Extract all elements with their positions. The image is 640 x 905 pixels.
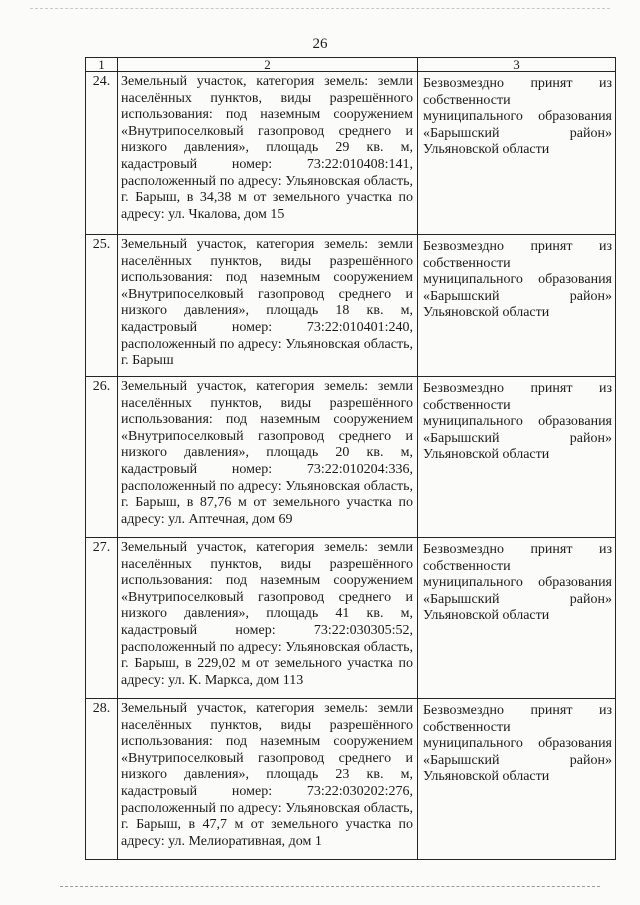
table-row (86, 538, 616, 699)
row-number: 24. (86, 72, 118, 235)
land-plot-description: Земельный участок, категория земель: земли населённых пунктов, виды разрешённого использования: под наземным сооружением «Внутрипоселковый газопровод среднего и низкого давления», площадь 41 кв. м, кадастровый номер: 73:22:030305:52, расположенный по адресу: Ульяновская область, г. Барыш, в 229,02 м от земельного участка по адресу: ул. К. Маркса, дом 113 (118, 538, 418, 699)
scan-top-edge (30, 8, 610, 9)
transfer-status: Безвозмездно принят из собственности муниципального образования «Барышский район» Ульяновской области (418, 699, 616, 860)
column-header-number: 1 (86, 58, 118, 72)
transfer-status: Безвозмездно принят из собственности муниципального образования «Барышский район» Ульяновской области (418, 538, 616, 699)
land-plot-description: Земельный участок, категория земель: земли населённых пунктов, виды разрешённого использования: под наземным сооружением «Внутрипоселковый газопровод среднего и низкого давления», площадь 23 кв. м, кадастровый номер: 73:22:030202:276, расположенный по адресу: Ульяновская область, г. Барыш, в 47,7 м от земельного участка по адресу: ул. Мелиоративная, дом 1 (118, 699, 418, 860)
table-row (86, 699, 616, 860)
table-row (86, 72, 616, 235)
column-header-description: 2 (118, 58, 418, 72)
property-table (85, 57, 616, 860)
table-row (86, 377, 616, 538)
table-row (86, 235, 616, 377)
land-plot-description: Земельный участок, категория земель: земли населённых пунктов, виды разрешённого использования: под наземным сооружением «Внутрипоселковый газопровод среднего и низкого давления», площадь 18 кв. м, кадастровый номер: 73:22:010401:240, расположенный по адресу: Ульяновская область, г. Барыш (118, 235, 418, 377)
scan-bottom-edge (60, 886, 600, 887)
page-number: 26 (312, 36, 328, 52)
land-plot-description: Земельный участок, категория земель: земли населённых пунктов, виды разрешённого использования: под наземным сооружением «Внутрипоселковый газопровод среднего и низкого давления», площадь 20 кв. м, кадастровый номер: 73:22:010204:336, расположенный по адресу: Ульяновская область, г. Барыш, в 87,76 м от земельного участка по адресу: ул. Аптечная, дом 69 (118, 377, 418, 538)
row-number: 26. (86, 377, 118, 538)
row-number: 28. (86, 699, 118, 860)
transfer-status: Безвозмездно принят из собственности муниципального образования «Барышский район» Ульяновской области (418, 235, 616, 377)
land-plot-description: Земельный участок, категория земель: земли населённых пунктов, виды разрешённого использования: под наземным сооружением «Внутрипоселковый газопровод среднего и низкого давления», площадь 29 кв. м, кадастровый номер: 73:22:010408:141, расположенный по адресу: Ульяновская область, г. Барыш, в 34,38 м от земельного участка по адресу: ул. Чкалова, дом 15 (118, 72, 418, 235)
table-header-row (86, 58, 616, 72)
row-number: 27. (86, 538, 118, 699)
transfer-status: Безвозмездно принят из собственности муниципального образования «Барышский район» Ульяновской области (418, 72, 616, 235)
column-header-status: 3 (418, 58, 616, 72)
row-number: 25. (86, 235, 118, 377)
transfer-status: Безвозмездно принят из собственности муниципального образования «Барышский район» Ульяновской области (418, 377, 616, 538)
